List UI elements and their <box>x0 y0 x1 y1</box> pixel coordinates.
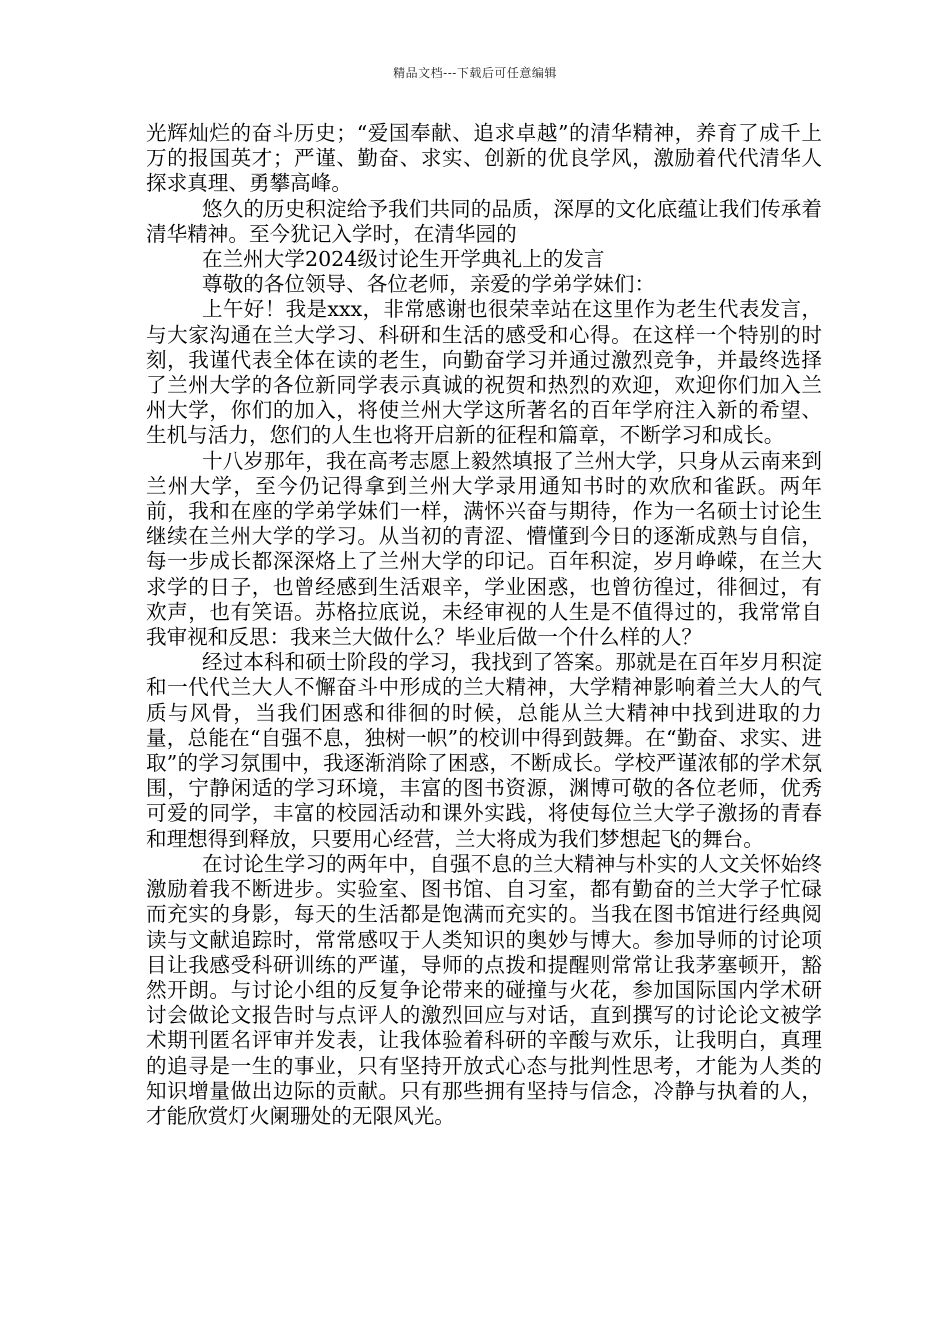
paragraph-eighteen: 十八岁那年，我在高考志愿上毅然填报了兰州大学，只身从云南来到兰州大学，至今仍记得拿到兰州大学录用通知书时的欢欣和雀跃。两年前，我和在座的学弟学妹们一样，满怀兴奋与期待，作为一名硕士讨论生继续在兰州大学的学习。从当初的青涩、懵懂到今日的逐渐成熟与自信，每一步成长都深深烙上了兰州大学的印记。百年积淀，岁月峥嵘，在兰大求学的日子，也曾经感到生活艰辛，学业困惑，也曾彷徨过，徘徊过，有欢声，也有笑语。苏格拉底说，未经审视的人生是不值得过的，我常常自我审视和反思：我来兰大做什么？毕业后做一个什么样的人？ <box>146 448 822 650</box>
paragraph-2: 悠久的历史积淀给予我们共同的品质，深厚的文化底蕴让我们传承着清华精神。至今犹记入学时，在清华园的 <box>146 196 822 246</box>
paragraph-greeting: 上午好！我是xxx，非常感谢也很荣幸站在这里作为老生代表发言，与大家沟通在兰大学习、科研和生活的感受和心得。在这样一个特别的时刻，我谨代表全体在读的老生，向勤奋学习并通过激烈竞争，并最终选择了兰州大学的各位新同学表示真诚的祝贺和热烈的欢迎，欢迎你们加入兰州大学，你们的加入，将使兰州大学这所著名的百年学府注入新的希望、生机与活力，您们的人生也将开启新的征程和篇章，不断学习和成长。 <box>146 297 822 448</box>
speech-title: 在兰州大学2024级讨论生开学典礼上的发言 <box>202 247 605 272</box>
document-body <box>146 121 822 1129</box>
paragraph-answer: 经过本科和硕士阶段的学习，我找到了答案。那就是在百年岁月积淀和一代代兰大人不懈奋斗中形成的兰大精神，大学精神影响着兰大人的气质与风骨，当我们困惑和徘徊的时候，总能从兰大精神中找到进取的力量，总能在“自强不息，独树一帜”的校训中得到鼓舞。在“勤奋、求实、进取”的学习氛围中，我逐渐消除了困惑，不断成长。学校严谨浓郁的学术氛围，宁静闲适的学习环境，丰富的图书资源，渊博可敬的各位老师，优秀可爱的同学，丰富的校园活动和课外实践，将使每位兰大学子激扬的青春和理想得到释放，只要用心经营，兰大将成为我们梦想起飞的舞台。 <box>146 650 822 851</box>
salutation: 尊敬的各位领导、各位老师，亲爱的学弟学妹们： <box>202 272 656 297</box>
paragraph-1: 光辉灿烂的奋斗历史；“爱国奉献、追求卓越”的清华精神，养育了成千上万的报国英才；严谨、勤奋、求实、创新的优良学风，激励着代代清华人探求真理、勇攀高峰。 <box>146 121 822 196</box>
paragraph-research: 在讨论生学习的两年中，自强不息的兰大精神与朴实的人文关怀始终激励着我不断进步。实验室、图书馆、自习室，都有勤奋的兰大学子忙碌而充实的身影，每天的生活都是饱满而充实的。当我在图书馆进行经典阅读与文献追踪时，常常感叹于人类知识的奥妙与博大。参加导师的讨论项目让我感受科研训练的严谨，导师的点拨和提醒则常常让我茅塞顿开，豁然开朗。与讨论小组的反复争论带来的碰撞与火花，参加国际国内学术研讨会做论文报告时与点评人的激烈回应与对话，直到撰写的讨论论文被学术期刊匿名评审并发表，让我体验着科研的辛酸与欢乐，让我明白，真理的追寻是一生的事业，只有坚持开放式心态与批判性思考，才能为人类的知识增量做出边际的贡献。只有那些拥有坚持与信念，冷静与执着的人，才能欣赏灯火阑珊处的无限风光。 <box>146 851 822 1128</box>
page-header: 精品文档---下载后可任意编辑 <box>393 66 557 80</box>
